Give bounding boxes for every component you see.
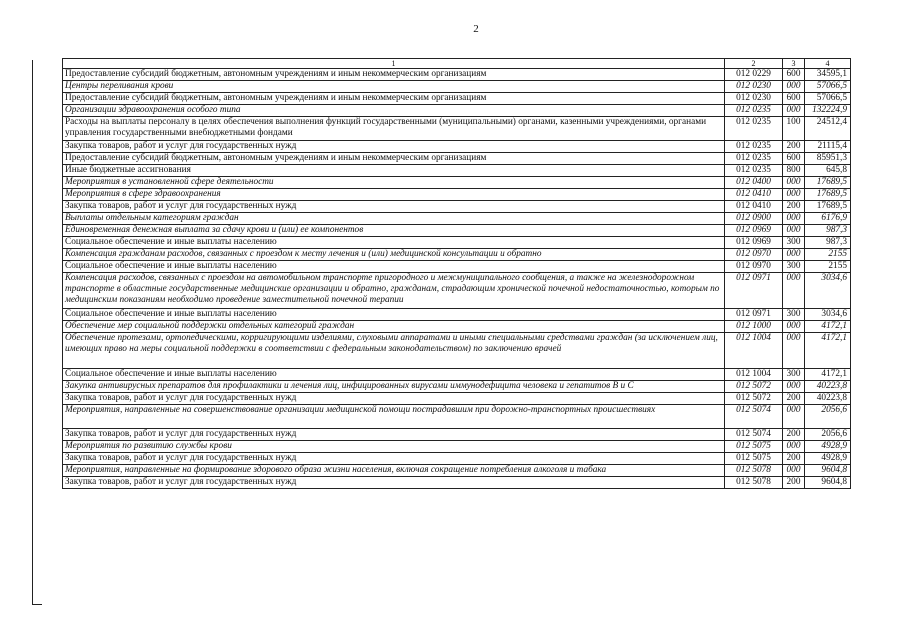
table-row (63, 453, 851, 465)
table-row (63, 309, 851, 321)
header-col-4: 4 (805, 59, 851, 69)
table-row (63, 93, 851, 105)
row-amount: 2155 (805, 249, 851, 261)
row-expense-type: 000 (783, 249, 805, 261)
row-expense-type: 200 (783, 201, 805, 213)
binding-line (32, 60, 33, 605)
row-amount: 3034,6 (805, 309, 851, 321)
row-code: 012 1000 (725, 321, 783, 333)
row-expense-type: 800 (783, 165, 805, 177)
row-amount: 17689,5 (805, 201, 851, 213)
row-amount: 4172,1 (805, 369, 851, 381)
row-expense-type: 200 (783, 429, 805, 441)
row-code: 012 0410 (725, 189, 783, 201)
table-row (63, 477, 851, 489)
budget-table-body (63, 59, 851, 489)
row-expense-type: 000 (783, 105, 805, 117)
row-name: Закупка товаров, работ и услуг для государственных нужд (63, 453, 725, 465)
row-expense-type: 300 (783, 237, 805, 249)
budget-table (62, 58, 851, 489)
row-name: Закупка товаров, работ и услуг для государственных нужд (63, 429, 725, 441)
row-amount: 9604,8 (805, 465, 851, 477)
row-amount: 40223,8 (805, 393, 851, 405)
row-name: Выплаты отдельным категориям граждан (63, 213, 725, 225)
table-row (63, 141, 851, 153)
table-row (63, 201, 851, 213)
row-name: Единовременная денежная выплата за сдачу крови и (или) ее компонентов (63, 225, 725, 237)
row-amount: 3034,6 (805, 273, 851, 309)
row-code: 012 0969 (725, 237, 783, 249)
row-code: 012 0235 (725, 141, 783, 153)
header-col-3: 3 (783, 59, 805, 69)
row-name: Предоставление субсидий бюджетным, автономным учреждениям и иным некоммерческим организациям (63, 93, 725, 105)
row-name: Мероприятия в установленной сфере деятельности (63, 177, 725, 189)
row-name: Организации здравоохранения особого типа (63, 105, 725, 117)
row-expense-type: 000 (783, 81, 805, 93)
row-amount: 24512,4 (805, 117, 851, 141)
row-code: 012 0229 (725, 69, 783, 81)
row-name: Закупка антивирусных препаратов для профилактики и лечения лиц, инфицированных вирусами иммунодефицита человека и гепатитов В и С (63, 381, 725, 393)
row-amount: 4172,1 (805, 321, 851, 333)
row-code: 012 0410 (725, 201, 783, 213)
table-row (63, 333, 851, 369)
table-row (63, 465, 851, 477)
row-expense-type: 300 (783, 261, 805, 273)
table-row (63, 369, 851, 381)
row-expense-type: 000 (783, 177, 805, 189)
row-amount: 6176,9 (805, 213, 851, 225)
header-col-1: 1 (63, 59, 725, 69)
row-code: 012 0900 (725, 213, 783, 225)
row-code: 012 0971 (725, 309, 783, 321)
row-expense-type: 000 (783, 405, 805, 429)
row-name: Социальное обеспечение и иные выплаты населению (63, 237, 725, 249)
row-code: 012 0230 (725, 93, 783, 105)
table-row (63, 393, 851, 405)
row-amount: 645,8 (805, 165, 851, 177)
row-name: Компенсация расходов, связанных с проездом на автомобильном транспорте пригородного и межмуниципального сообщения, а также на железнодорожном транспорте в областные государственные медицинские организации и обратно, гражданам, страдающим хронической почечной недостаточностью, которым по медицинским показаниям необходимо проведение заместительной почечной терапии (63, 273, 725, 309)
row-code: 012 0235 (725, 153, 783, 165)
row-code: 012 1004 (725, 333, 783, 369)
row-code: 012 5078 (725, 477, 783, 489)
row-name: Мероприятия в сфере здравоохранения (63, 189, 725, 201)
table-row (63, 177, 851, 189)
row-name: Закупка товаров, работ и услуг для государственных нужд (63, 141, 725, 153)
table-row (63, 153, 851, 165)
row-name: Обеспечение мер социальной поддержки отдельных категорий граждан (63, 321, 725, 333)
row-expense-type: 000 (783, 213, 805, 225)
row-amount: 9604,8 (805, 477, 851, 489)
row-code: 012 5078 (725, 465, 783, 477)
table-row (63, 321, 851, 333)
row-expense-type: 000 (783, 225, 805, 237)
row-amount: 17689,5 (805, 177, 851, 189)
table-row (63, 237, 851, 249)
row-expense-type: 000 (783, 333, 805, 369)
table-row (63, 81, 851, 93)
row-amount: 85951,3 (805, 153, 851, 165)
page-number: 2 (473, 23, 479, 35)
row-amount: 2155 (805, 261, 851, 273)
row-expense-type: 300 (783, 309, 805, 321)
row-expense-type: 600 (783, 93, 805, 105)
row-code: 012 0235 (725, 165, 783, 177)
row-amount: 57066,5 (805, 93, 851, 105)
row-name: Закупка товаров, работ и услуг для государственных нужд (63, 477, 725, 489)
row-code: 012 0235 (725, 117, 783, 141)
row-code: 012 5074 (725, 405, 783, 429)
table-row (63, 165, 851, 177)
row-code: 012 0971 (725, 273, 783, 309)
row-name: Социальное обеспечение и иные выплаты населению (63, 261, 725, 273)
row-amount: 57066,5 (805, 81, 851, 93)
table-row (63, 213, 851, 225)
row-name: Мероприятия, направленные на совершенствование организации медицинской помощи пострадавшим при дорожно-транспортных происшествиях (63, 405, 725, 429)
row-name: Предоставление субсидий бюджетным, автономным учреждениям и иным некоммерческим организациям (63, 153, 725, 165)
row-expense-type: 000 (783, 273, 805, 309)
table-row (63, 189, 851, 201)
row-amount: 987,3 (805, 225, 851, 237)
row-name: Иные бюджетные ассигнования (63, 165, 725, 177)
row-code: 012 0235 (725, 105, 783, 117)
table-row (63, 225, 851, 237)
table-row (63, 429, 851, 441)
table-row (63, 105, 851, 117)
row-code: 012 1004 (725, 369, 783, 381)
row-expense-type: 200 (783, 477, 805, 489)
row-amount: 21115,4 (805, 141, 851, 153)
row-expense-type: 100 (783, 117, 805, 141)
row-expense-type: 200 (783, 393, 805, 405)
row-expense-type: 000 (783, 441, 805, 453)
row-name: Закупка товаров, работ и услуг для государственных нужд (63, 393, 725, 405)
row-amount: 987,3 (805, 237, 851, 249)
row-expense-type: 000 (783, 189, 805, 201)
header-col-2: 2 (725, 59, 783, 69)
row-amount: 2056,6 (805, 405, 851, 429)
row-code: 012 5074 (725, 429, 783, 441)
row-amount: 2056,6 (805, 429, 851, 441)
row-code: 012 5072 (725, 381, 783, 393)
row-expense-type: 000 (783, 321, 805, 333)
table-row (63, 261, 851, 273)
row-amount: 4172,1 (805, 333, 851, 369)
header-row (63, 59, 851, 69)
row-code: 012 5075 (725, 441, 783, 453)
row-name: Обеспечение протезами, ортопедическими, корригирующими изделиями, слуховыми аппаратами и иными специальными средствами граждан (за исключением лиц, имеющих право на меры социальной поддержки в соответствии с федеральным законодательством) по заключению врачей (63, 333, 725, 369)
row-amount: 40223,8 (805, 381, 851, 393)
row-name: Социальное обеспечение и иные выплаты населению (63, 309, 725, 321)
row-expense-type: 200 (783, 141, 805, 153)
row-name: Компенсация гражданам расходов, связанных с проездом к месту лечения и (или) медицинской консультации и обратно (63, 249, 725, 261)
table-row (63, 441, 851, 453)
row-expense-type: 200 (783, 453, 805, 465)
row-amount: 4928,9 (805, 453, 851, 465)
table-row (63, 117, 851, 141)
row-expense-type: 600 (783, 69, 805, 81)
row-amount: 132224,9 (805, 105, 851, 117)
table-row (63, 249, 851, 261)
row-amount: 34595,1 (805, 69, 851, 81)
row-amount: 4928,9 (805, 441, 851, 453)
row-code: 012 0969 (725, 225, 783, 237)
row-expense-type: 000 (783, 465, 805, 477)
row-code: 012 0400 (725, 177, 783, 189)
row-expense-type: 000 (783, 381, 805, 393)
row-expense-type: 300 (783, 369, 805, 381)
table-row (63, 405, 851, 429)
row-name: Расходы на выплаты персоналу в целях обеспечения выполнения функций государственными (муниципальными) органами, казенными учреждениями, органами управления государственными внебюджетными фондами (63, 117, 725, 141)
row-code: 012 0970 (725, 261, 783, 273)
binding-mark (32, 604, 42, 605)
row-code: 012 0970 (725, 249, 783, 261)
row-code: 012 5072 (725, 393, 783, 405)
table-row (63, 381, 851, 393)
table-row (63, 69, 851, 81)
row-name: Мероприятия, направленные на формирование здорового образа жизни населения, включая сокращение потребления алкоголя и табака (63, 465, 725, 477)
row-name: Социальное обеспечение и иные выплаты населению (63, 369, 725, 381)
row-code: 012 5075 (725, 453, 783, 465)
row-name: Закупка товаров, работ и услуг для государственных нужд (63, 201, 725, 213)
row-code: 012 0230 (725, 81, 783, 93)
row-name: Центры переливания крови (63, 81, 725, 93)
table-row (63, 273, 851, 309)
row-expense-type: 600 (783, 153, 805, 165)
row-amount: 17689,5 (805, 189, 851, 201)
row-name: Мероприятия по развитию службы крови (63, 441, 725, 453)
row-name: Предоставление субсидий бюджетным, автономным учреждениям и иным некоммерческим организациям (63, 69, 725, 81)
